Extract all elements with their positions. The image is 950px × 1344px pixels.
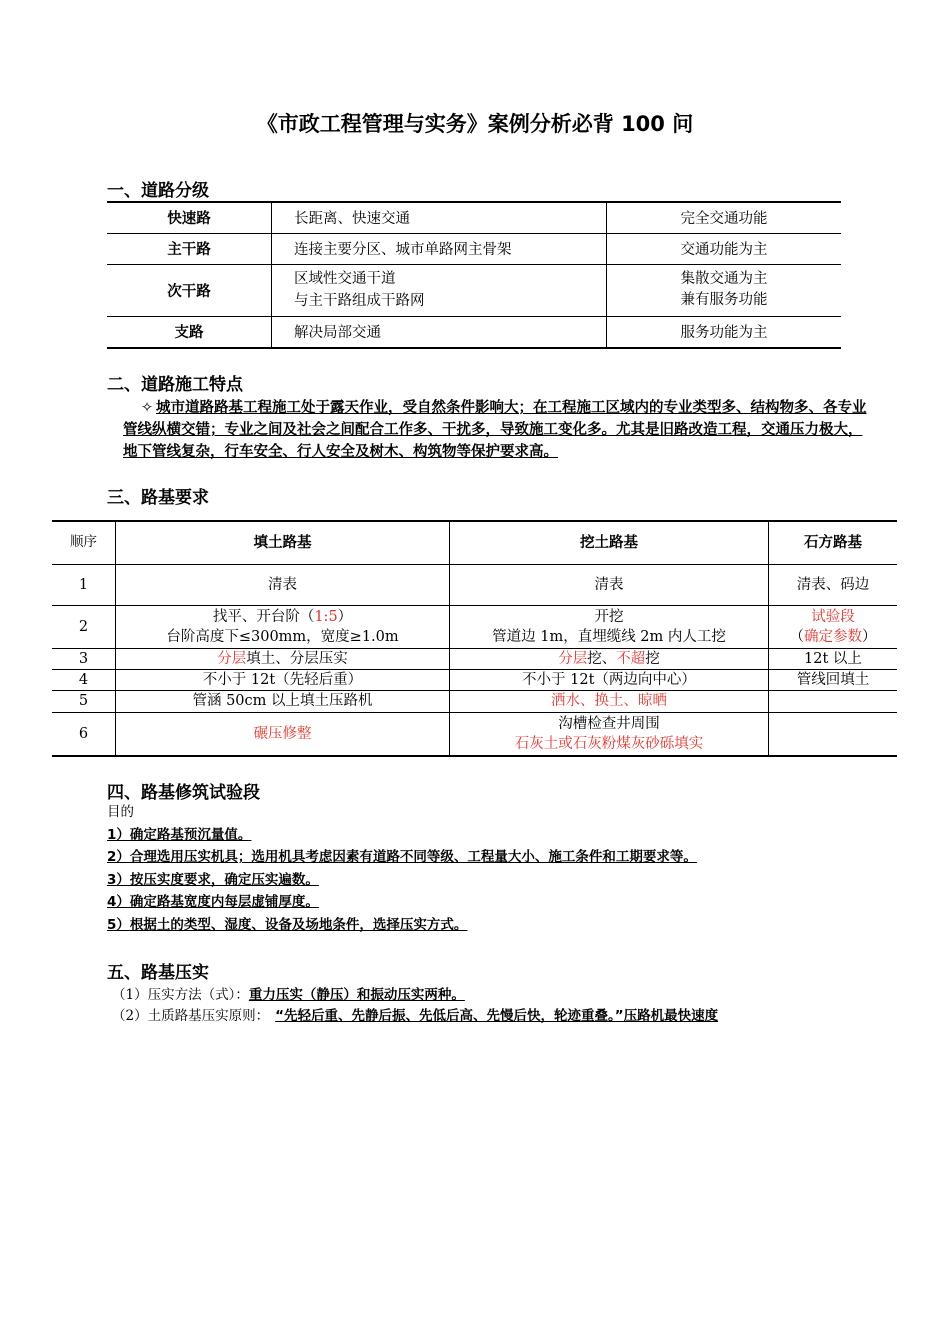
stone-cell xyxy=(769,690,898,712)
text-part: ） xyxy=(862,628,877,645)
table-row xyxy=(107,264,841,316)
table-header-row xyxy=(52,521,897,564)
header-stone: 石方路基 xyxy=(769,521,898,564)
seq-cell: 6 xyxy=(52,712,116,756)
fill-line xyxy=(116,607,449,627)
text-part-red: 确定参数 xyxy=(804,628,862,645)
text-part: （ xyxy=(789,628,804,645)
seq-cell: 3 xyxy=(52,648,116,669)
stone-line xyxy=(769,627,897,647)
section-4-heading: 四、路基修筑试验段 xyxy=(107,783,260,803)
fill-cell: 清表 xyxy=(116,564,450,605)
cut-cell: 不小于 12t（两边向中心） xyxy=(450,669,769,690)
road-class-function: 交通功能为主 xyxy=(607,233,842,264)
road-class-function xyxy=(607,264,842,316)
seq-cell: 2 xyxy=(52,605,116,648)
seq-cell: 4 xyxy=(52,669,116,690)
road-class-name: 快速路 xyxy=(107,202,272,233)
cut-cell xyxy=(450,648,769,669)
fill-cell: 碾压修整 xyxy=(116,712,450,756)
stone-cell: 清表、码边 xyxy=(769,564,898,605)
header-seq: 顺序 xyxy=(52,521,116,564)
function-line: 集散交通为主 xyxy=(680,271,768,287)
list-item: 3）按压实度要求，确定压实遍数。 xyxy=(107,871,319,888)
text-part-red: 分层 xyxy=(558,650,588,667)
cut-cell xyxy=(450,712,769,756)
road-class-table xyxy=(107,201,841,349)
seq-cell: 1 xyxy=(52,564,116,605)
cut-line-red: 石灰土或石灰粉煤灰砂砾填实 xyxy=(514,735,704,752)
line-label: （2）土质路基压实原则： xyxy=(112,1008,270,1024)
text-part-red: 1:5 xyxy=(314,608,338,625)
stone-cell xyxy=(769,712,898,756)
line-label: （1）压实方法（式）： xyxy=(112,987,249,1003)
purpose-label: 目的 xyxy=(107,804,134,820)
road-class-desc xyxy=(272,264,607,316)
section-5-heading: 五、路基压实 xyxy=(107,963,209,983)
compaction-line-2 xyxy=(112,1004,718,1024)
road-class-function: 服务功能为主 xyxy=(607,316,842,348)
fill-cell xyxy=(116,648,450,669)
table-row xyxy=(107,316,841,348)
fill-cell: 管涵 50cm 以上填土压路机 xyxy=(116,690,450,712)
list-item: 2）合理选用压实机具；选用机具考虑因素有道路不同等级、工程量大小、施工条件和工期要求等。 xyxy=(107,849,697,865)
subgrade-table xyxy=(52,520,897,757)
bullet-icon: ✧ xyxy=(141,400,154,416)
trial-section-list xyxy=(107,801,697,936)
fill-cell: 不小于 12t（先轻后重） xyxy=(116,669,450,690)
cut-cell xyxy=(450,605,769,648)
table-row xyxy=(52,605,897,648)
section-3-heading: 三、路基要求 xyxy=(107,488,209,508)
desc-line: 与主干路组成干路网 xyxy=(294,293,425,309)
stone-cell: 12t 以上 xyxy=(769,648,898,669)
text-part: 找平、开台阶（ xyxy=(212,608,315,625)
table-row xyxy=(52,648,897,669)
function-line: 兼有服务功能 xyxy=(680,292,768,308)
text-part-red: 不超 xyxy=(616,650,646,667)
text-part: 填土、分层压实 xyxy=(246,650,348,667)
text-part: ） xyxy=(337,608,353,625)
text-part-red: 分层 xyxy=(217,650,247,667)
road-class-desc: 解决局部交通 xyxy=(272,316,607,348)
list-item: 4）确定路基宽度内每层虚铺厚度。 xyxy=(107,894,319,910)
cut-cell: 清表 xyxy=(450,564,769,605)
stone-cell xyxy=(769,605,898,648)
section-1-heading: 一、道路分级 xyxy=(107,181,209,201)
features-paragraph: 城市道路路基工程施工处于露天作业，受自然条件影响大；在工程施工区域内的专业类型多、结构物多、各专业管线纵横交错；专业之间及社会之间配合工作多、干扰多，导致施工变化多。尤其是旧路改造工程，交通压力极大，地下管线复杂，行车安全、行人安全及树木、构筑物等保护要求高。 xyxy=(123,400,867,460)
stone-cell: 管线回填土 xyxy=(769,669,898,690)
table-row xyxy=(107,233,841,264)
road-class-name: 次干路 xyxy=(107,264,272,316)
table-row xyxy=(52,690,897,712)
text-part: 挖 xyxy=(645,650,660,667)
road-class-name: 支路 xyxy=(107,316,272,348)
list-item: 1）确定路基预沉量值。 xyxy=(107,826,252,843)
line-text: 重力压实（静压）和振动压实两种。 xyxy=(248,987,465,1003)
desc-line: 区域性交通干道 xyxy=(294,271,396,287)
table-row xyxy=(107,202,841,233)
header-fill: 填土路基 xyxy=(116,521,450,564)
construction-features-text xyxy=(123,397,873,463)
list-item: 5）根据土的类型、湿度、设备及场地条件，选择压实方式。 xyxy=(107,916,468,933)
seq-cell: 5 xyxy=(52,690,116,712)
cut-line: 沟槽检查井周围 xyxy=(558,715,660,732)
text-part: 挖、 xyxy=(587,650,617,667)
road-class-desc: 长距离、快速交通 xyxy=(272,202,607,233)
compaction-line-1 xyxy=(112,983,465,1003)
road-class-desc: 连接主要分区、城市单路网主骨架 xyxy=(272,233,607,264)
road-class-function: 完全交通功能 xyxy=(607,202,842,233)
page-title: 《市政工程管理与实务》案例分析必背 100 问 xyxy=(256,112,694,136)
line-text: “先轻后重、先静后振、先低后高、先慢后快，轮迹重叠。”压路机最快速度 xyxy=(275,1008,719,1024)
table-row xyxy=(52,712,897,756)
section-2-heading: 二、道路施工特点 xyxy=(107,375,243,395)
cut-cell: 洒水、换土、晾晒 xyxy=(450,690,769,712)
cut-line: 开挖 xyxy=(594,608,624,625)
table-row xyxy=(52,564,897,605)
table-row xyxy=(52,669,897,690)
road-class-name: 主干路 xyxy=(107,233,272,264)
stone-line-red: 试验段 xyxy=(811,608,855,625)
cut-line: 管道边 1m，直埋缆线 2m 内人工挖 xyxy=(492,628,726,645)
header-cut: 挖土路基 xyxy=(450,521,769,564)
fill-cell xyxy=(116,605,450,648)
fill-line: 台阶高度下≤300mm，宽度≥1.0m xyxy=(166,628,399,645)
